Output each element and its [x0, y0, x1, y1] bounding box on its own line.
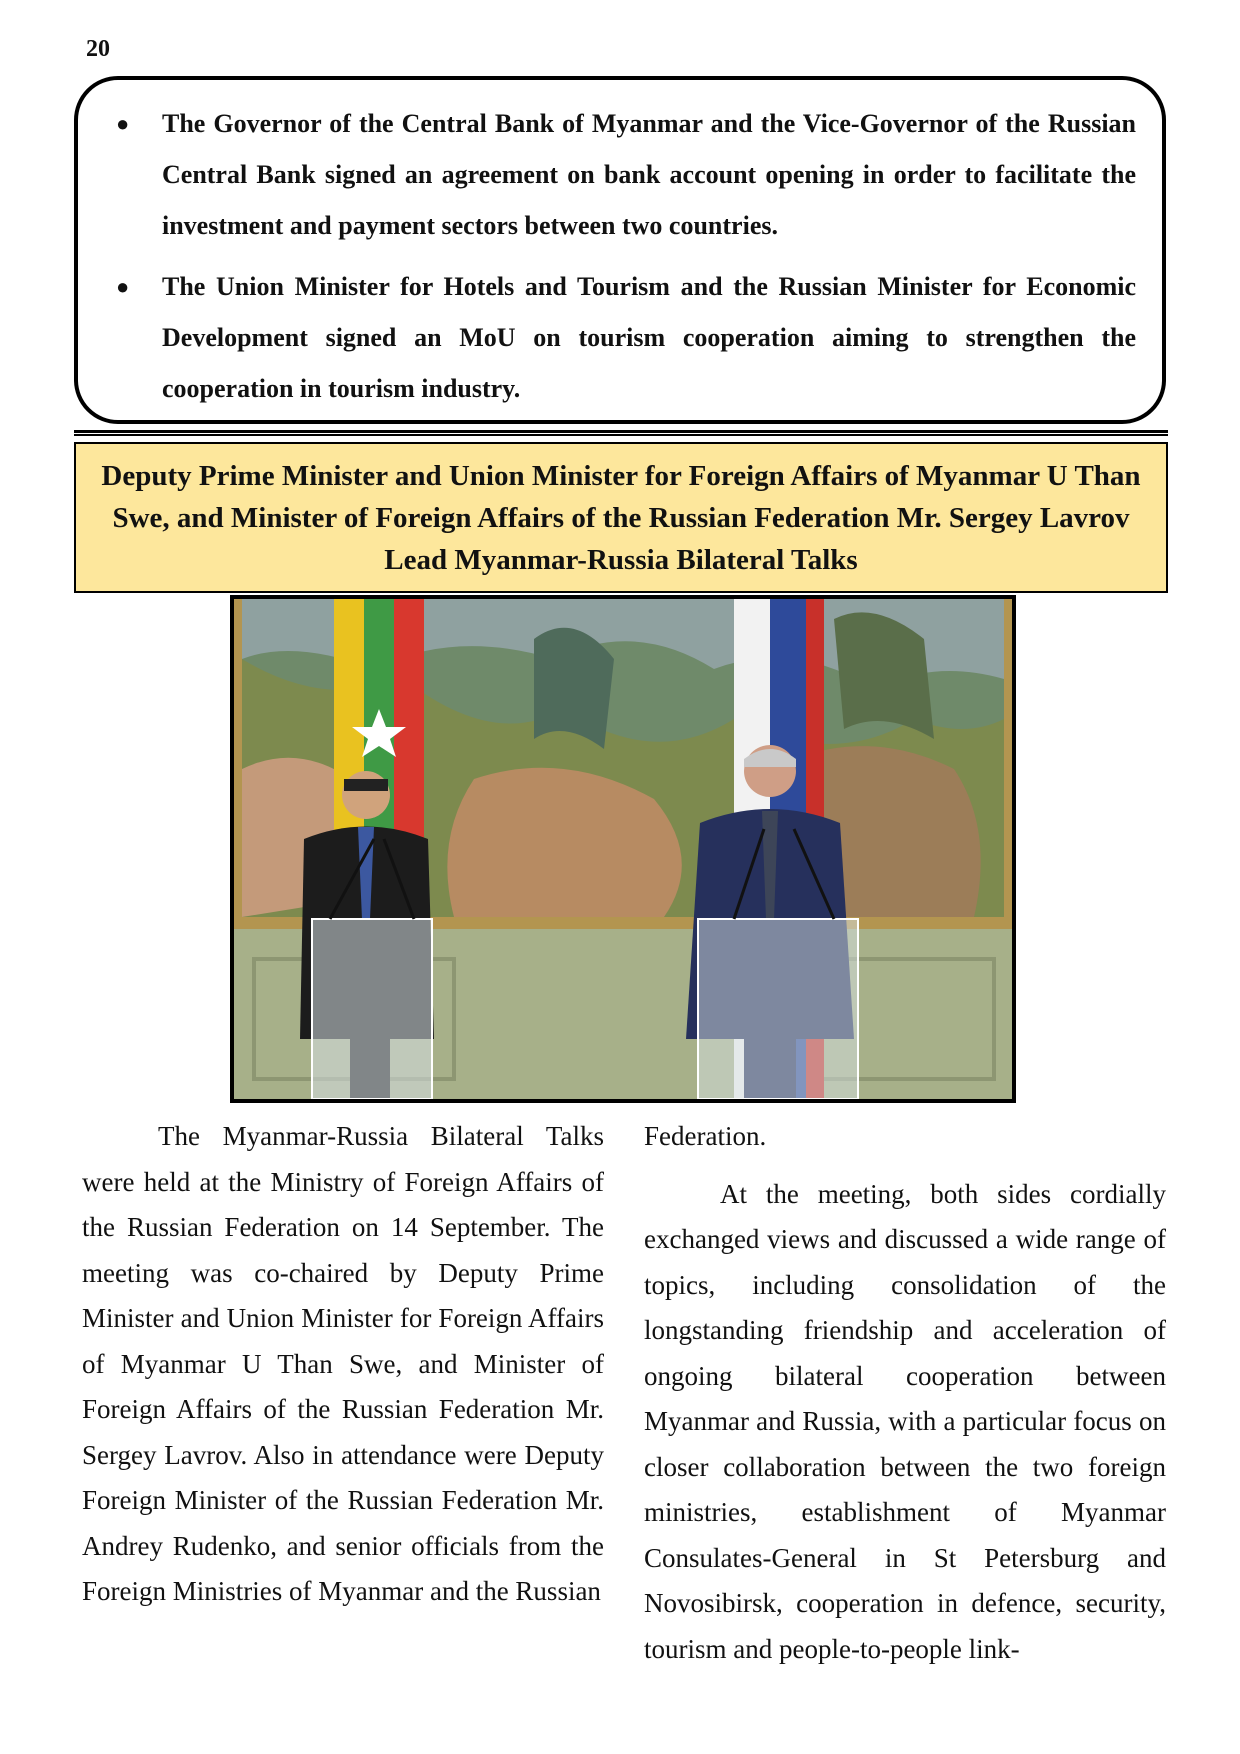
bullet-text: The Union Minister for Hotels and Tourism and the Russian Minister for Economic Development signed an MoU on tourism cooperation aiming to strengthen the cooperation in tourism industry. — [162, 272, 1136, 403]
article-column-right — [644, 1114, 1166, 1672]
bullet-list — [104, 98, 1136, 414]
article-paragraph: The Myanmar-Russia Bilateral Talks were held at the Ministry of Foreign Affairs of the Russian Federation on 14 September. The meeting was co-chaired by Deputy Prime Minister and Union Minister for Foreign Affairs of Myanmar U Than Swe, and Minister of Foreign Affairs of the Russian Federation Mr. Sergey Lavrov. Also in attendance were Deputy Foreign Minister of the Russian Federation Mr. Andrey Rudenko, and senior officials from the Foreign Ministries of Myanmar and the Russian — [82, 1121, 604, 1606]
bullet-item — [104, 98, 1136, 251]
bullet-item — [104, 261, 1136, 414]
section-divider — [74, 430, 1168, 436]
article-headline: Deputy Prime Minister and Union Minister for Foreign Affairs of Myanmar U Than Swe, and Minister of Foreign Affairs of the Russian Federation Mr. Sergey Lavrov Lead Myanmar-Russia Bilateral Talks — [101, 459, 1141, 576]
headline-box — [74, 442, 1168, 593]
press-conference-photo — [230, 595, 1016, 1103]
photo-illustration — [234, 599, 1012, 1099]
page-number: 20 — [86, 36, 110, 62]
article-paragraph: At the meeting, both sides cordially exchanged views and discussed a wide range of topics, including consolidation of the longstanding friendship and acceleration of ongoing bilateral cooperation between Myanmar and Russia, with a particular focus on closer collaboration between the two foreign ministries, establishment of Myanmar Consulates-General in St Petersburg and Novosibirsk, cooperation in defence, security, tourism and people-to-people link- — [644, 1178, 1166, 1664]
bullet-dot-icon: ● — [116, 111, 130, 136]
article-column-left — [82, 1114, 604, 1615]
summary-box — [74, 76, 1166, 424]
bullet-dot-icon: ● — [116, 274, 130, 299]
article-paragraph-continuation: Federation. — [644, 1121, 767, 1151]
bullet-text: The Governor of the Central Bank of Myanmar and the Vice-Governor of the Russian Central Bank signed an agreement on bank account opening in order to facilitate the investment and payment sectors between two countries. — [162, 109, 1136, 240]
